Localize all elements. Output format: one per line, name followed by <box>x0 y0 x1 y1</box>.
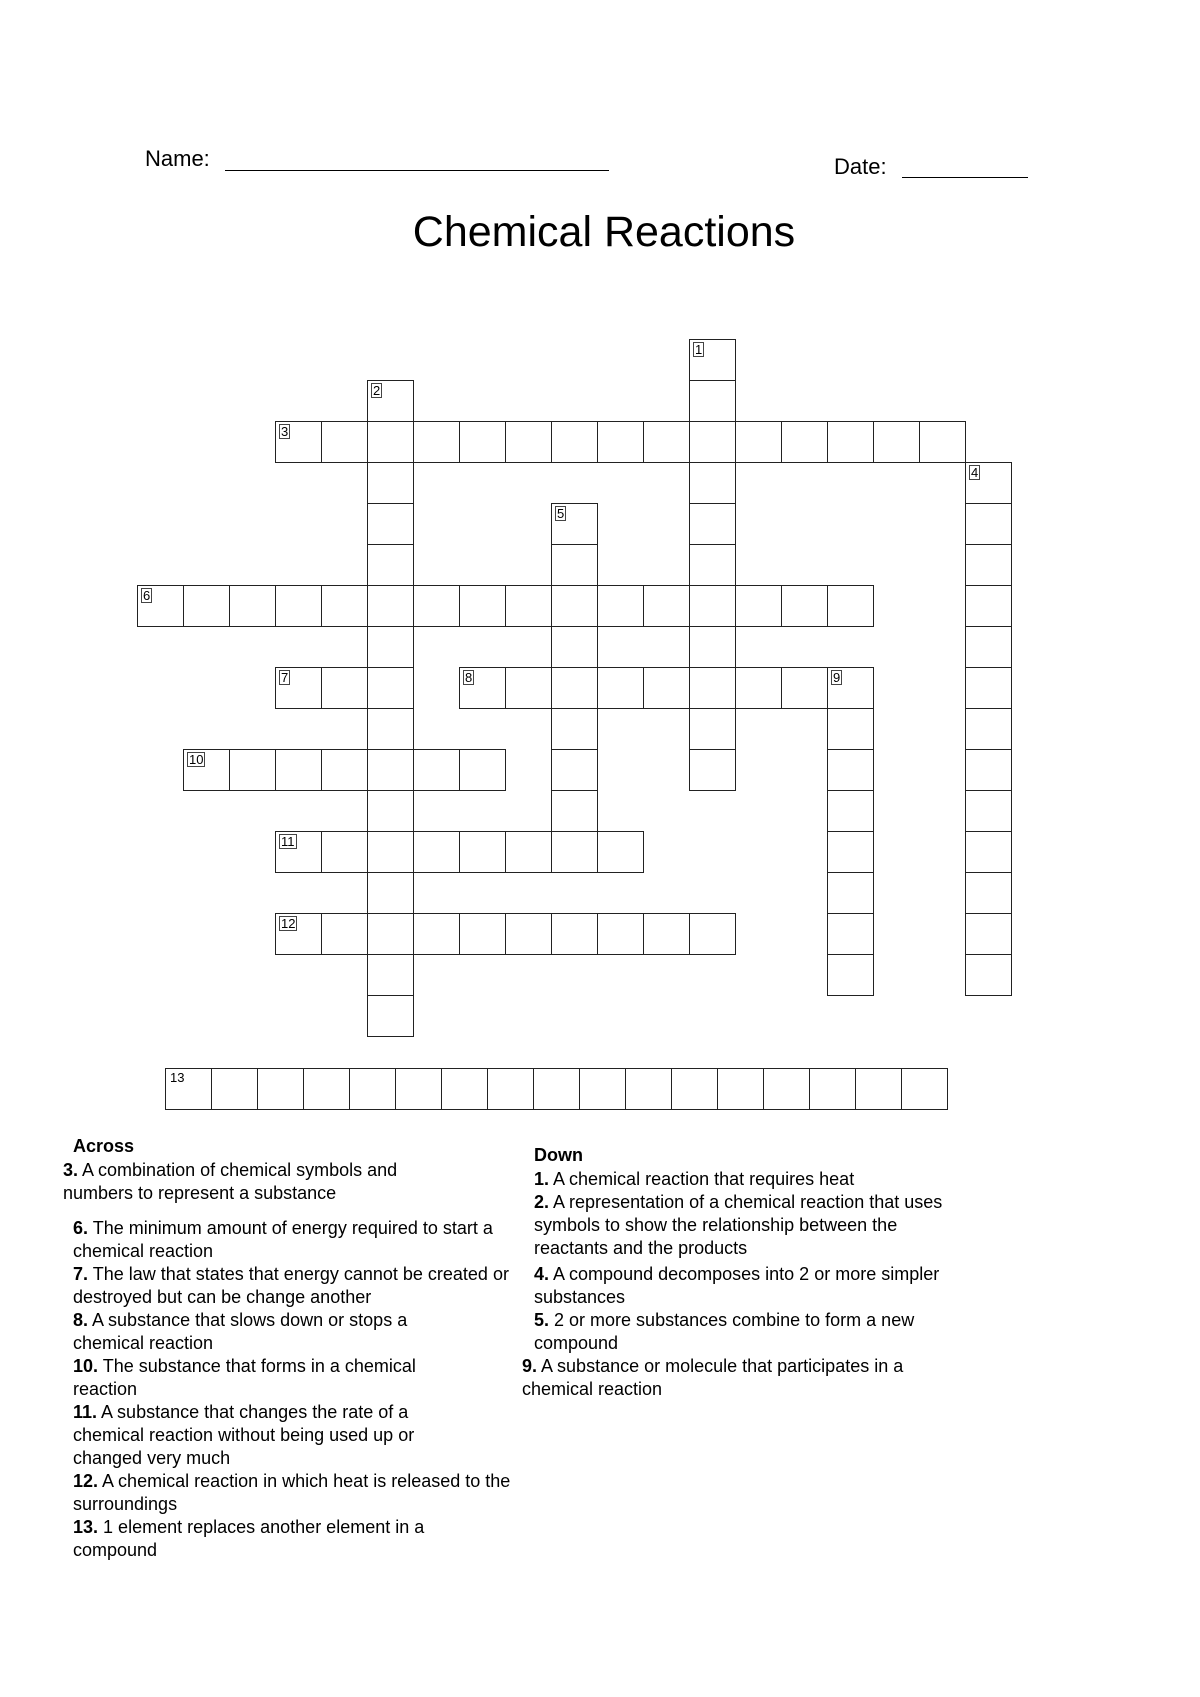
crossword-cell[interactable] <box>689 626 736 668</box>
crossword-cell[interactable] <box>735 421 782 463</box>
crossword-cell[interactable] <box>689 749 736 791</box>
crossword-cell[interactable] <box>551 749 598 791</box>
crossword-cell[interactable] <box>551 544 598 586</box>
crossword-cell[interactable] <box>689 667 736 709</box>
crossword-cell[interactable] <box>781 421 828 463</box>
crossword-cell[interactable] <box>671 1068 718 1110</box>
down-heading: Down <box>534 1145 583 1165</box>
across-heading: Across <box>73 1136 135 1156</box>
crossword-cell[interactable] <box>367 667 414 709</box>
crossword-cell[interactable] <box>367 954 414 996</box>
crossword-cell[interactable] <box>597 831 644 873</box>
crossword-cell[interactable] <box>689 585 736 627</box>
crossword-cell[interactable] <box>321 749 368 791</box>
crossword-cell[interactable] <box>257 1068 304 1110</box>
crossword-cell[interactable] <box>505 421 552 463</box>
crossword-cell[interactable] <box>689 380 736 422</box>
crossword-cell[interactable] <box>275 667 322 709</box>
crossword-cell[interactable] <box>367 995 414 1037</box>
crossword-cell[interactable] <box>689 913 736 955</box>
crossword-cell[interactable] <box>367 503 414 545</box>
crossword-cell[interactable] <box>367 913 414 955</box>
crossword-cell[interactable] <box>229 749 276 791</box>
crossword-cell[interactable] <box>183 585 230 627</box>
crossword-cell[interactable] <box>551 913 598 955</box>
crossword-cell[interactable] <box>551 626 598 668</box>
crossword-cell[interactable] <box>901 1068 948 1110</box>
page-title: Chemical Reactions <box>412 208 796 256</box>
crossword-cell[interactable] <box>505 585 552 627</box>
crossword-cell[interactable] <box>855 1068 902 1110</box>
clue-number: 4 <box>971 465 979 480</box>
crossword-cell[interactable] <box>551 708 598 750</box>
clue-number: 11 <box>281 834 295 849</box>
crossword-cell[interactable] <box>689 708 736 750</box>
crossword-cell[interactable] <box>349 1068 396 1110</box>
crossword-cell[interactable] <box>367 626 414 668</box>
crossword-cell[interactable] <box>579 1068 626 1110</box>
crossword-cell[interactable] <box>965 544 1012 586</box>
crossword-cell[interactable] <box>689 421 736 463</box>
crossword-cell[interactable] <box>643 585 690 627</box>
crossword-cell[interactable] <box>597 667 644 709</box>
crossword-cell[interactable] <box>367 708 414 750</box>
across-clue-10: 10. The substance that forms in a chemical reaction <box>73 1356 416 1399</box>
down-clue-2: 2. A representation of a chemical reaction that uses symbols to show the relationship between the reactants and the products <box>534 1192 943 1258</box>
down-clue-5: 5. 2 or more substances combine to form a new compound <box>534 1310 915 1353</box>
clue-number: 2 <box>373 383 381 398</box>
crossword-cell[interactable] <box>965 913 1012 955</box>
crossword-cell[interactable] <box>505 913 552 955</box>
crossword-cell[interactable] <box>275 913 322 955</box>
crossword-cell[interactable] <box>413 421 460 463</box>
crossword-cell[interactable] <box>165 1068 212 1110</box>
crossword-cell[interactable] <box>413 585 460 627</box>
crossword-cell[interactable] <box>735 667 782 709</box>
clue-number: 6 <box>143 588 151 603</box>
clue-number: 5 <box>557 506 565 521</box>
crossword-cell[interactable] <box>441 1068 488 1110</box>
crossword-cell[interactable] <box>505 831 552 873</box>
crossword-cell[interactable] <box>827 708 874 750</box>
crossword-cell[interactable] <box>459 421 506 463</box>
crossword-cell[interactable] <box>965 626 1012 668</box>
crossword-cell[interactable] <box>781 585 828 627</box>
crossword-cell[interactable] <box>827 585 874 627</box>
across-clue-7: 7. The law that states that energy cannot be created or destroyed but can be change another <box>73 1264 509 1307</box>
clue-number: 10 <box>189 752 204 767</box>
crossword-cell[interactable] <box>459 749 506 791</box>
crossword-cell[interactable] <box>137 585 184 627</box>
crossword-cell[interactable] <box>413 913 460 955</box>
crossword-cell[interactable] <box>689 503 736 545</box>
crossword-cell[interactable] <box>487 1068 534 1110</box>
clue-number: 8 <box>465 670 473 685</box>
across-clue-3: 3. A combination of chemical symbols and numbers to represent a substance <box>63 1160 398 1203</box>
crossword-cell[interactable] <box>275 831 322 873</box>
crossword-cell[interactable] <box>643 913 690 955</box>
crossword-cell[interactable] <box>827 831 874 873</box>
crossword-cell[interactable] <box>395 1068 442 1110</box>
crossword-cell[interactable] <box>689 462 736 504</box>
crossword-cell[interactable] <box>643 421 690 463</box>
crossword-cell[interactable] <box>717 1068 764 1110</box>
crossword-cell[interactable] <box>459 831 506 873</box>
crossword-cell[interactable] <box>459 913 506 955</box>
crossword-cell[interactable] <box>367 544 414 586</box>
crossword-cell[interactable] <box>689 544 736 586</box>
crossword-cell[interactable] <box>459 585 506 627</box>
crossword-cell[interactable] <box>827 421 874 463</box>
crossword-cell[interactable] <box>965 708 1012 750</box>
crossword-cell[interactable] <box>505 667 552 709</box>
crossword-cell[interactable] <box>533 1068 580 1110</box>
crossword-cell[interactable] <box>367 585 414 627</box>
crossword-cell[interactable] <box>965 954 1012 996</box>
crossword-cell[interactable] <box>413 749 460 791</box>
crossword-cell[interactable] <box>965 667 1012 709</box>
across-clue-11: 11. A substance that changes the rate of a chemical reaction without being used up or changed very much <box>73 1402 415 1468</box>
crossword-cell[interactable] <box>965 749 1012 791</box>
crossword-cell[interactable] <box>763 1068 810 1110</box>
crossword-cell[interactable] <box>367 421 414 463</box>
crossword-cell[interactable] <box>689 339 736 381</box>
crossword-cell[interactable] <box>965 585 1012 627</box>
crossword-cell[interactable] <box>809 1068 856 1110</box>
crossword-cell[interactable] <box>275 749 322 791</box>
crossword-cell[interactable] <box>413 831 460 873</box>
crossword-cell[interactable] <box>965 790 1012 832</box>
crossword-cell[interactable] <box>827 667 874 709</box>
crossword-cell[interactable] <box>965 462 1012 504</box>
crossword-cell[interactable] <box>551 585 598 627</box>
crossword-cell[interactable] <box>211 1068 258 1110</box>
crossword-cell[interactable] <box>597 913 644 955</box>
crossword-cell[interactable] <box>597 585 644 627</box>
crossword-cell[interactable] <box>275 585 322 627</box>
crossword-cell[interactable] <box>367 462 414 504</box>
crossword-cell[interactable] <box>827 749 874 791</box>
crossword-cell[interactable] <box>827 913 874 955</box>
crossword-cell[interactable] <box>919 421 966 463</box>
down-clue-1: 1. A chemical reaction that requires heat <box>534 1169 855 1189</box>
crossword-cell[interactable] <box>625 1068 672 1110</box>
clue-number: 12 <box>281 916 296 931</box>
crossword-cell[interactable] <box>321 831 368 873</box>
crossword-cell[interactable] <box>551 831 598 873</box>
crossword-cell[interactable] <box>229 585 276 627</box>
crossword-cell[interactable] <box>781 667 828 709</box>
clue-number: 7 <box>281 670 289 685</box>
crossword-cell[interactable] <box>321 667 368 709</box>
crossword-cell[interactable] <box>321 913 368 955</box>
down-clue-4: 4. A compound decomposes into 2 or more simpler substances <box>534 1264 940 1307</box>
across-clue-13: 13. 1 element replaces another element in a compound <box>73 1517 425 1560</box>
across-clue-6: 6. The minimum amount of energy required to start a chemical reaction <box>73 1218 493 1261</box>
clue-number: 9 <box>833 670 841 685</box>
crossword-cell[interactable] <box>367 380 414 422</box>
crossword-cell[interactable] <box>827 954 874 996</box>
crossword-cell[interactable] <box>367 749 414 791</box>
crossword-cell[interactable] <box>551 667 598 709</box>
crossword-cell[interactable] <box>873 421 920 463</box>
name-label: Name: <box>145 146 210 171</box>
across-clue-12: 12. A chemical reaction in which heat is released to the surroundings <box>73 1471 511 1514</box>
crossword-cell[interactable] <box>321 585 368 627</box>
crossword-cell[interactable] <box>965 872 1012 914</box>
down-clue-9: 9. A substance or molecule that participates in a chemical reaction <box>522 1356 904 1399</box>
crossword-cell[interactable] <box>367 872 414 914</box>
crossword-cell[interactable] <box>275 421 322 463</box>
crossword-cell[interactable] <box>551 421 598 463</box>
crossword-cell[interactable] <box>735 585 782 627</box>
crossword-cell[interactable] <box>827 790 874 832</box>
crossword-cell[interactable] <box>827 872 874 914</box>
clue-number: 1 <box>695 342 703 357</box>
name-blank[interactable] <box>225 170 609 171</box>
crossword-cell[interactable] <box>303 1068 350 1110</box>
crossword-cell[interactable] <box>459 667 506 709</box>
crossword-cell[interactable] <box>551 790 598 832</box>
crossword-cell[interactable] <box>965 503 1012 545</box>
clue-number: 3 <box>281 424 289 439</box>
across-clue-8: 8. A substance that slows down or stops a chemical reaction <box>73 1310 408 1353</box>
crossword-cell[interactable] <box>367 831 414 873</box>
date-label: Date: <box>834 154 887 179</box>
crossword-cell[interactable] <box>965 831 1012 873</box>
crossword-cell[interactable] <box>183 749 230 791</box>
crossword-cell[interactable] <box>551 503 598 545</box>
date-blank[interactable] <box>902 177 1028 178</box>
clue-number: 13 <box>170 1070 185 1085</box>
crossword-cell[interactable] <box>321 421 368 463</box>
crossword-cell[interactable] <box>367 790 414 832</box>
crossword-cell[interactable] <box>643 667 690 709</box>
crossword-cell[interactable] <box>597 421 644 463</box>
